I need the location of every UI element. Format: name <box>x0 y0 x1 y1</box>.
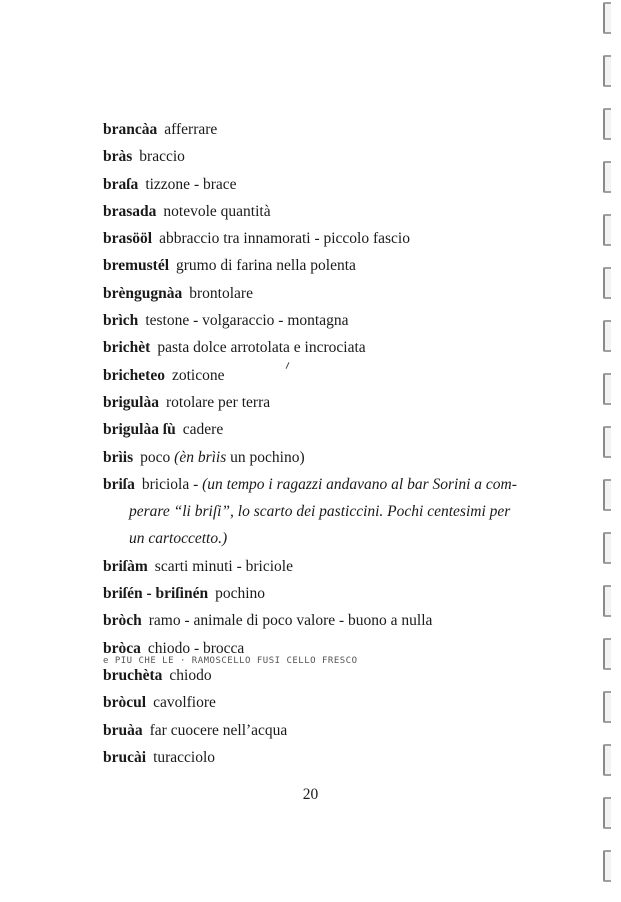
headword: bruchèta <box>103 666 163 684</box>
entry-note-line: un cartoccetto.) <box>129 530 228 548</box>
binding-ring <box>603 2 611 34</box>
usage-example: (èn brìis <box>174 448 227 466</box>
entry <box>103 389 553 416</box>
binding-ring <box>603 744 611 776</box>
definition: rotolare per terra <box>165 393 271 411</box>
definition: pasta dolce arrotolata e incrociata <box>157 339 366 357</box>
definition: far cuocere nell’acqua <box>149 721 288 739</box>
headword: brìch <box>103 312 139 330</box>
headword: brasada <box>103 202 157 220</box>
binding-ring <box>603 638 611 670</box>
binding-ring <box>603 373 611 405</box>
page-number: 20 <box>302 786 319 803</box>
headword: bròch <box>103 612 142 630</box>
binding-ring <box>603 479 611 511</box>
headword: bròca <box>103 639 141 657</box>
definition: turacciolo <box>153 748 216 766</box>
definition: cadere <box>182 421 224 439</box>
binding-ring <box>603 320 611 352</box>
headword: brancàa <box>103 121 158 138</box>
spiral-binding <box>591 0 611 902</box>
definition: notevole quantità <box>163 202 271 220</box>
headword: bruàa <box>103 721 143 739</box>
entry <box>103 143 553 170</box>
entry <box>103 225 553 252</box>
binding-ring <box>603 161 611 193</box>
entry <box>103 307 553 334</box>
definition: abbraccio tra innamorati - piccolo fascio <box>159 230 410 248</box>
binding-ring <box>603 426 611 458</box>
headword: brigulàa ſù <box>103 421 176 439</box>
definition: afferrare <box>164 121 218 138</box>
definition: chiodo <box>169 666 212 684</box>
definition: tizzone - brace <box>145 175 237 193</box>
definition: scarti minuti - briciole <box>154 557 293 575</box>
definition: ramo - animale di poco valore - buono a nulla <box>148 612 433 630</box>
definition: cavolfiore <box>153 694 216 712</box>
entry <box>103 116 553 143</box>
definition: grumo di farina nella polenta <box>176 257 356 275</box>
entry <box>103 362 553 389</box>
handwritten-annotation: e PIU CHE LE · RAMOSCELLO FUSI CELLO FRESCO <box>103 655 358 666</box>
headword: brìis <box>103 448 134 466</box>
entry <box>103 553 553 580</box>
headword: brigulàa <box>103 393 159 411</box>
headword: bròcul <box>103 694 147 712</box>
headword: brucài <box>103 748 147 766</box>
usage-translation: un pochino) <box>230 448 305 466</box>
entry <box>103 717 553 744</box>
headword: bràs <box>103 148 133 166</box>
entry <box>103 662 553 689</box>
binding-ring <box>603 797 611 829</box>
entry <box>103 171 553 198</box>
definition: pochino <box>215 585 266 603</box>
definition: chiodo - brocca <box>147 639 245 657</box>
definition: briciola - <box>141 475 199 493</box>
definition: braccio <box>139 148 185 166</box>
headword: briſén - briſinén <box>103 585 209 603</box>
entry <box>103 416 553 443</box>
entry-note-line: (un tempo i ragazzi andavano al bar Sorini a com- <box>202 475 517 493</box>
binding-ring <box>603 532 611 564</box>
binding-ring <box>603 267 611 299</box>
entry <box>103 580 553 607</box>
headword: braſa <box>103 175 139 193</box>
headword: brèngugnàa <box>103 284 183 302</box>
headword: brichèt <box>103 339 151 357</box>
binding-ring <box>603 691 611 723</box>
headword: briſàm <box>103 557 148 575</box>
entry <box>103 198 553 225</box>
binding-ring <box>603 55 611 87</box>
binding-ring <box>603 108 611 140</box>
definition: poco <box>140 448 171 466</box>
definition: testone - volgaraccio - montagna <box>145 312 349 330</box>
entry <box>103 744 553 771</box>
binding-ring <box>603 850 611 882</box>
entry <box>103 607 553 634</box>
definition: brontolare <box>189 284 253 302</box>
headword: bremustél <box>103 257 170 275</box>
entry <box>103 471 553 553</box>
headword: bricheteo <box>103 366 165 384</box>
entry <box>103 280 553 307</box>
definition: zoticone <box>171 366 225 384</box>
entry <box>103 444 553 471</box>
entry-list <box>103 116 553 771</box>
entry <box>103 334 553 361</box>
headword: brasööl <box>103 230 153 248</box>
entry <box>103 689 553 716</box>
binding-ring <box>603 585 611 617</box>
binding-ring <box>603 214 611 246</box>
entry <box>103 252 553 279</box>
entry-note-line: perare “li briſi”, lo scarto dei pasticcini. Pochi centesimi per <box>129 503 511 521</box>
headword: briſa <box>103 475 135 493</box>
